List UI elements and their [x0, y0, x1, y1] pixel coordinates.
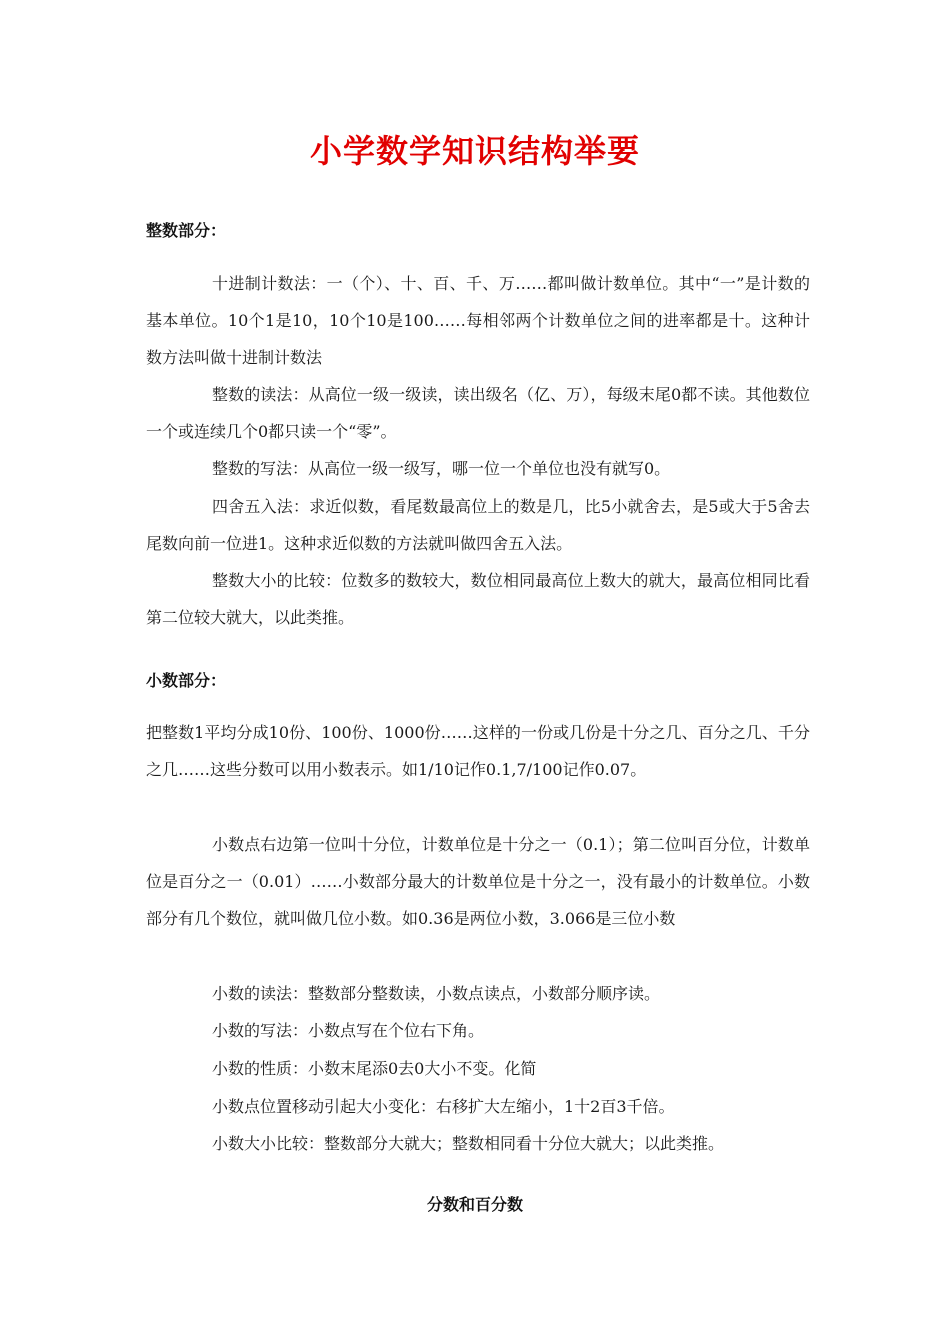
decimal-paragraph-reading: 小数的读法：整数部分整数读，小数点读点，小数部分顺序读。 — [212, 984, 661, 1003]
decimal-paragraph-point-shift: 小数点位置移动引起大小变化：右移扩大左缩小，1十2百3千倍。 — [212, 1097, 675, 1116]
integer-paragraph-rounding: 四舍五入法：求近似数，看尾数最高位上的数是几，比5小就舍去，是5或大于5舍去尾数向前一位进1。这种求近似数的方法就叫做四舍五入法。 — [146, 497, 810, 553]
decimal-section-heading: 小数部分： — [146, 671, 227, 690]
integer-paragraph-comparison: 整数大小的比较：位数多的数较大，数位相同最高位上数大的就大，最高位相同比看第二位较大就大，以此类推。 — [146, 571, 810, 627]
decimal-paragraph-writing: 小数的写法：小数点写在个位右下角。 — [212, 1021, 485, 1040]
integer-paragraph-decimal-system: 十进制计数法：一（个）、十、百、千、万……都叫做计数单位。其中“一”是计数的基本单位。10个1是10，10个10是100……每相邻两个计数单位之间的进率都是十。这种计数方法叫做十进制计数法 — [146, 274, 810, 367]
decimal-paragraph-comparison: 小数大小比较：整数部分大就大；整数相同看十分位大就大；以此类推。 — [212, 1134, 725, 1153]
integer-section-heading: 整数部分： — [146, 221, 227, 240]
decimal-paragraph-property: 小数的性质：小数末尾添0去0大小不变。化简 — [212, 1059, 537, 1078]
page-title: 小学数学知识结构举要 — [309, 132, 640, 170]
decimal-paragraph-places: 小数点右边第一位叫十分位，计数单位是十分之一（0.1）；第二位叫百分位，计数单位是百分之一（0.01）……小数部分最大的计数单位是十分之一，没有最小的计数单位。小数部分有几个数位，就叫做几位小数。如0.36是两位小数，3.066是三位小数 — [146, 835, 810, 928]
decimal-paragraph-intro: 把整数1平均分成10份、100份、1000份……这样的一份或几份是十分之几、百分之几、千分之几……这些分数可以用小数表示。如1/10记作0.1,7/100记作0.07。 — [146, 723, 810, 779]
fraction-section-heading: 分数和百分数 — [426, 1195, 523, 1214]
integer-paragraph-writing: 整数的写法：从高位一级一级写，哪一位一个单位也没有就写0。 — [212, 459, 671, 478]
integer-paragraph-reading: 整数的读法：从高位一级一级读，读出级名（亿、万），每级末尾0都不读。其他数位一个或连续几个0都只读一个“零”。 — [146, 385, 810, 441]
